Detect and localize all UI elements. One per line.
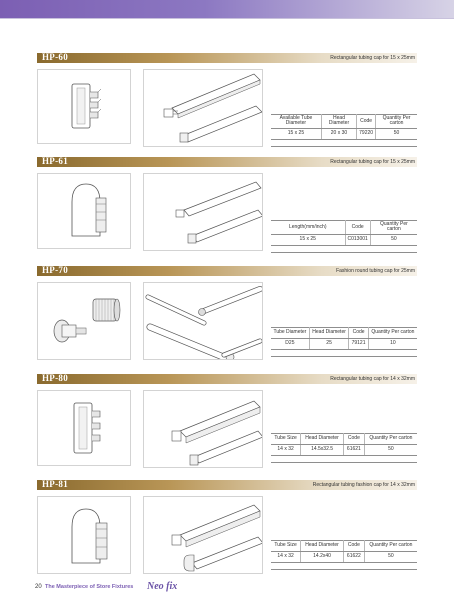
fashion-cap-illustration: [38, 174, 131, 249]
table-cell: C013001: [345, 234, 370, 245]
product-description: Rectangular tubing cap for 15 x 25mm: [330, 158, 415, 165]
tubing-application-illustration: [144, 70, 263, 147]
product-photo-application: [143, 390, 263, 468]
column-header: Quantity Per carton: [376, 115, 417, 129]
column-header: Head Diameter: [301, 541, 344, 552]
round-tubing-application-illustration: [144, 283, 263, 360]
section-header-band: [37, 157, 417, 167]
footer-tagline: The Masterpiece of Store Fixtures: [45, 584, 134, 590]
top-color-bar: [0, 0, 454, 18]
product-photo-cap: [37, 390, 131, 466]
tubing-application-illustration: [144, 174, 263, 251]
spec-table-header: [271, 541, 417, 552]
column-header: Head Diameter: [309, 328, 349, 339]
column-header: Tube Size: [271, 541, 301, 552]
table-cell: 14.2x40: [301, 552, 344, 563]
table-row: [271, 128, 417, 139]
column-header: Code: [343, 434, 364, 445]
spec-table: [271, 433, 417, 463]
product-description: Rectangular tubing fashion cap for 14 x 32mm: [312, 481, 415, 488]
product-description: Rectangular tubing cap for 14 x 32mm: [330, 375, 415, 382]
product-photo-application: [143, 69, 263, 147]
top-bar-rule: [0, 18, 454, 19]
product-photo-cap: [37, 496, 131, 574]
column-header: Head Diameter: [321, 115, 356, 129]
product-code: HP-60: [42, 52, 68, 62]
table-row: [271, 339, 417, 350]
column-header: Quantity Per carton: [364, 541, 417, 552]
column-header: Code: [349, 328, 368, 339]
section-header-band: [37, 53, 417, 63]
table-cell: D25: [271, 339, 309, 350]
product-code: HP-70: [42, 265, 68, 275]
product-code: HP-81: [42, 479, 68, 489]
table-cell: 20 x 30: [321, 128, 356, 139]
spec-table: [271, 114, 417, 147]
table-cell: 50: [364, 445, 417, 456]
product-photo-application: [143, 496, 263, 574]
table-cell: 79121: [349, 339, 368, 350]
table-cell: 50: [364, 552, 417, 563]
product-code: HP-80: [42, 373, 68, 383]
end-cap-illustration: [38, 391, 131, 466]
column-header: Code: [343, 541, 364, 552]
spec-table-header: [271, 434, 417, 445]
spec-table: [271, 540, 417, 570]
page-number: 20: [35, 584, 42, 590]
table-cell: 15 x 25: [271, 234, 345, 245]
product-description: Rectangular tubing cap for 15 x 25mm: [330, 54, 415, 61]
table-cell: 25: [309, 339, 349, 350]
table-cell: 61621: [343, 445, 364, 456]
section-header-band: [37, 374, 417, 384]
product-photo-application: [143, 173, 263, 251]
column-header: Quantity Per carton: [370, 221, 417, 235]
page-footer: [35, 581, 335, 595]
table-cell: 50: [370, 234, 417, 245]
product-code: HP-61: [42, 156, 68, 166]
tubing-application-illustration: [144, 497, 263, 574]
column-header: Tube Size: [271, 434, 301, 445]
column-header: Tube Diameter: [271, 328, 309, 339]
column-header: Code: [345, 221, 370, 235]
column-header: Length(mm/inch): [271, 221, 345, 235]
table-row-empty: [271, 350, 417, 357]
section-header-band: [37, 480, 417, 490]
table-cell: 61622: [343, 552, 364, 563]
spec-table-header: [271, 221, 417, 235]
product-photo-application: [143, 282, 263, 360]
spec-table: [271, 327, 417, 357]
product-photo-cap: [37, 173, 131, 249]
tubing-application-illustration: [144, 391, 263, 468]
column-header: Head Diameter: [301, 434, 344, 445]
table-row-empty: [271, 563, 417, 570]
table-cell: 14 x 32: [271, 552, 301, 563]
table-row-empty: [271, 245, 417, 252]
spec-table-header: [271, 115, 417, 129]
table-row-empty: [271, 139, 417, 146]
section-header-band: [37, 266, 417, 276]
spec-table: [271, 220, 417, 253]
table-cell: 14 x 32: [271, 445, 301, 456]
fashion-cap-illustration: [38, 497, 131, 574]
table-cell: 79220: [357, 128, 376, 139]
brand-logo: Neo fix: [147, 581, 178, 592]
table-row: [271, 234, 417, 245]
column-header: Quantity Per carton: [364, 434, 417, 445]
column-header: Available Tube Diameter: [271, 115, 321, 129]
column-header: Quantity Per carton: [368, 328, 417, 339]
table-cell: 10: [368, 339, 417, 350]
table-row-empty: [271, 456, 417, 463]
round-cap-illustration: [38, 283, 131, 360]
table-cell: 50: [376, 128, 417, 139]
product-photo-cap: [37, 69, 131, 144]
table-row: [271, 445, 417, 456]
column-header: Code: [357, 115, 376, 129]
product-description: Fashion round tubing cap for 25mm: [336, 267, 415, 274]
table-cell: 14.5x32.5: [301, 445, 344, 456]
table-cell: 15 x 25: [271, 128, 321, 139]
end-cap-illustration: [38, 70, 131, 144]
spec-table-header: [271, 328, 417, 339]
product-photo-cap: [37, 282, 131, 360]
table-row: [271, 552, 417, 563]
